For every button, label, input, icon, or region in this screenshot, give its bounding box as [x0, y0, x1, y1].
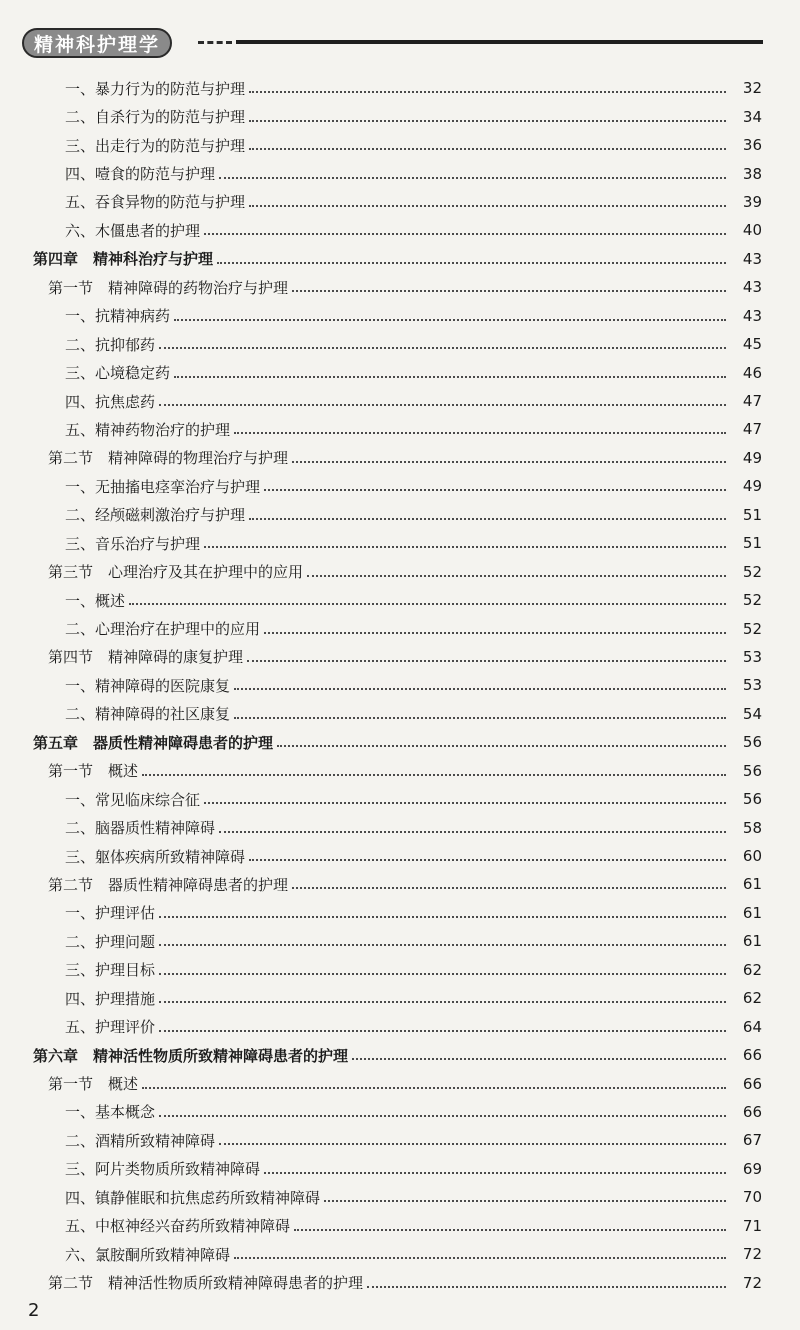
dot-leader: [159, 973, 726, 975]
toc-page-number: 56: [742, 790, 762, 809]
toc-entry-label: 五、吞食异物的防范与护理: [65, 193, 246, 212]
toc-item-row[interactable]: [0, 188, 800, 216]
table-of-contents: [0, 74, 800, 1297]
toc-item-row[interactable]: [0, 330, 800, 358]
toc-chapter-row[interactable]: [0, 245, 800, 273]
toc-item-row[interactable]: [0, 387, 800, 415]
dot-leader: [264, 489, 726, 491]
toc-chapter-row[interactable]: [0, 728, 800, 756]
dot-leader: [204, 233, 726, 235]
toc-item-row[interactable]: [0, 700, 800, 728]
toc-page-number: 61: [742, 875, 762, 894]
dot-leader: [249, 91, 726, 93]
dot-leader: [264, 1172, 726, 1174]
toc-entry-label: 二、酒精所致精神障碍: [65, 1131, 216, 1150]
toc-entry-label: 三、阿片类物质所致精神障碍: [65, 1160, 261, 1179]
toc-item-row[interactable]: [0, 131, 800, 159]
toc-page-number: 64: [742, 1017, 762, 1036]
toc-entry-label: 四、镇静催眠和抗焦虑药所致精神障碍: [65, 1188, 321, 1207]
toc-page-number: 45: [742, 335, 762, 354]
toc-entry-label: 四、噎食的防范与护理: [65, 165, 216, 184]
toc-entry-label: 一、精神障碍的医院康复: [65, 676, 231, 695]
dot-leader: [307, 575, 726, 577]
toc-entry-label: 六、氯胺酮所致精神障碍: [65, 1245, 231, 1264]
dot-leader: [129, 603, 726, 605]
header-dash-divider: [198, 41, 232, 44]
toc-entry-label: 二、心理治疗在护理中的应用: [65, 620, 261, 639]
toc-entry-label: 五、中枢神经兴奋药所致精神障碍: [65, 1217, 291, 1236]
toc-item-row[interactable]: [0, 1155, 800, 1183]
book-title-badge: 精神科护理学: [22, 28, 172, 58]
dot-leader: [234, 717, 726, 719]
toc-page-number: 72: [742, 1245, 762, 1264]
toc-page-number: 61: [742, 903, 762, 922]
toc-entry-label: 二、自杀行为的防范与护理: [65, 108, 246, 127]
toc-item-row[interactable]: [0, 956, 800, 984]
toc-item-row[interactable]: [0, 1183, 800, 1211]
toc-entry-label: 一、无抽搐电痉挛治疗与护理: [65, 477, 261, 496]
toc-page-number: 40: [742, 221, 762, 240]
dot-leader: [249, 148, 726, 150]
toc-entry-label: 三、护理目标: [65, 961, 156, 980]
dot-leader: [292, 290, 726, 292]
dot-leader: [352, 1058, 726, 1060]
toc-item-row[interactable]: [0, 302, 800, 330]
dot-leader: [219, 831, 726, 833]
toc-entry-label: 第六章 精神活性物质所致精神障碍患者的护理: [33, 1046, 349, 1065]
toc-item-row[interactable]: [0, 529, 800, 557]
toc-page-number: 43: [742, 306, 762, 325]
dot-leader: [219, 1143, 726, 1145]
toc-entry-label: 一、护理评估: [65, 904, 156, 923]
dot-leader: [247, 660, 726, 662]
toc-page-number: 66: [742, 1102, 762, 1121]
dot-leader: [142, 1087, 726, 1089]
toc-item-row[interactable]: [0, 102, 800, 130]
toc-entry-label: 一、暴力行为的防范与护理: [65, 79, 246, 98]
toc-entry-label: 第四节 精神障碍的康复护理: [48, 648, 244, 667]
toc-entry-label: 二、护理问题: [65, 932, 156, 951]
toc-page-number: 47: [742, 420, 762, 439]
toc-page-number: 51: [742, 505, 762, 524]
toc-section-row[interactable]: [0, 1268, 800, 1296]
dot-leader: [159, 1030, 726, 1032]
dot-leader: [249, 205, 726, 207]
dot-leader: [249, 518, 726, 520]
toc-item-row[interactable]: [0, 671, 800, 699]
toc-item-row[interactable]: [0, 614, 800, 642]
toc-item-row[interactable]: [0, 472, 800, 500]
dot-leader: [234, 1257, 726, 1259]
page-header: [0, 0, 800, 70]
dot-leader: [159, 1115, 726, 1117]
toc-item-row[interactable]: [0, 1240, 800, 1268]
dot-leader: [142, 774, 726, 776]
toc-entry-label: 第一节 概述: [48, 1075, 139, 1094]
toc-item-row[interactable]: [0, 842, 800, 870]
dot-leader: [292, 887, 726, 889]
toc-entry-label: 二、精神障碍的社区康复: [65, 705, 231, 724]
toc-page-number: 49: [742, 448, 762, 467]
dot-leader: [204, 802, 726, 804]
dot-leader: [249, 120, 726, 122]
toc-entry-label: 第二节 精神活性物质所致精神障碍患者的护理: [48, 1274, 364, 1293]
toc-page-number: 46: [742, 363, 762, 382]
toc-page-number: 60: [742, 847, 762, 866]
toc-item-row[interactable]: [0, 358, 800, 386]
page-number: 2: [28, 1300, 40, 1321]
toc-page-number: 52: [742, 562, 762, 581]
toc-section-row[interactable]: [0, 273, 800, 301]
toc-chapter-row[interactable]: [0, 1041, 800, 1069]
toc-page-number: 56: [742, 733, 762, 752]
dot-leader: [277, 745, 726, 747]
toc-entry-label: 一、常见临床综合征: [65, 790, 201, 809]
dot-leader: [249, 859, 726, 861]
dot-leader: [292, 461, 726, 463]
toc-item-row[interactable]: [0, 785, 800, 813]
toc-item-row[interactable]: [0, 1098, 800, 1126]
toc-item-row[interactable]: [0, 1012, 800, 1040]
toc-page-number: 71: [742, 1216, 762, 1235]
toc-page-number: 51: [742, 534, 762, 553]
toc-item-row[interactable]: [0, 501, 800, 529]
toc-page-number: 47: [742, 392, 762, 411]
toc-page-number: 62: [742, 989, 762, 1008]
toc-entry-label: 第四章 精神科治疗与护理: [33, 250, 214, 269]
toc-entry-label: 第五章 器质性精神障碍患者的护理: [33, 733, 274, 752]
toc-section-row[interactable]: [0, 757, 800, 785]
dot-leader: [159, 1001, 726, 1003]
toc-page-number: 43: [742, 249, 762, 268]
toc-item-row[interactable]: [0, 159, 800, 187]
toc-page-number: 34: [742, 107, 762, 126]
toc-page-number: 54: [742, 704, 762, 723]
toc-entry-label: 一、概述: [65, 591, 126, 610]
toc-page-number: 66: [742, 1046, 762, 1065]
dot-leader: [159, 347, 726, 349]
toc-item-row[interactable]: [0, 415, 800, 443]
toc-entry-label: 第一节 概述: [48, 762, 139, 781]
toc-entry-label: 一、基本概念: [65, 1103, 156, 1122]
toc-page-number: 62: [742, 960, 762, 979]
toc-item-row[interactable]: [0, 586, 800, 614]
toc-item-row[interactable]: [0, 927, 800, 955]
toc-item-row[interactable]: [0, 899, 800, 927]
dot-leader: [234, 432, 726, 434]
toc-page-number: 61: [742, 932, 762, 951]
toc-page-number: 49: [742, 477, 762, 496]
toc-entry-label: 第二节 精神障碍的物理治疗与护理: [48, 449, 289, 468]
toc-page-number: 69: [742, 1159, 762, 1178]
toc-page-number: 53: [742, 676, 762, 695]
toc-item-row[interactable]: [0, 813, 800, 841]
toc-entry-label: 二、脑器质性精神障碍: [65, 819, 216, 838]
toc-page-number: 52: [742, 591, 762, 610]
toc-entry-label: 四、抗焦虑药: [65, 392, 156, 411]
toc-entry-label: 三、出走行为的防范与护理: [65, 136, 246, 155]
toc-page-number: 56: [742, 761, 762, 780]
dot-leader: [204, 546, 726, 548]
toc-page-number: 58: [742, 818, 762, 837]
toc-page-number: 66: [742, 1074, 762, 1093]
toc-section-row[interactable]: [0, 1069, 800, 1097]
dot-leader: [264, 632, 726, 634]
toc-page-number: 52: [742, 619, 762, 638]
toc-section-row[interactable]: [0, 557, 800, 585]
toc-page-number: 72: [742, 1273, 762, 1292]
toc-item-row[interactable]: [0, 74, 800, 102]
toc-entry-label: 第一节 精神障碍的药物治疗与护理: [48, 278, 289, 297]
toc-entry-label: 三、心境稳定药: [65, 364, 171, 383]
toc-entry-label: 五、护理评价: [65, 1018, 156, 1037]
toc-item-row[interactable]: [0, 1212, 800, 1240]
toc-page-number: 32: [742, 79, 762, 98]
toc-page-number: 70: [742, 1188, 762, 1207]
toc-entry-label: 五、精神药物治疗的护理: [65, 420, 231, 439]
toc-item-row[interactable]: [0, 984, 800, 1012]
toc-entry-label: 二、抗抑郁药: [65, 335, 156, 354]
dot-leader: [217, 262, 726, 264]
dot-leader: [324, 1200, 726, 1202]
dot-leader: [234, 688, 726, 690]
dot-leader: [174, 376, 726, 378]
toc-entry-label: 一、抗精神病药: [65, 307, 171, 326]
toc-page-number: 36: [742, 136, 762, 155]
toc-entry-label: 第二节 器质性精神障碍患者的护理: [48, 875, 289, 894]
toc-section-row[interactable]: [0, 643, 800, 671]
toc-entry-label: 三、音乐治疗与护理: [65, 534, 201, 553]
toc-section-row[interactable]: [0, 444, 800, 472]
header-rule: [236, 40, 763, 44]
toc-item-row[interactable]: [0, 1126, 800, 1154]
toc-section-row[interactable]: [0, 870, 800, 898]
dot-leader: [219, 177, 726, 179]
dot-leader: [174, 319, 726, 321]
dot-leader: [159, 944, 726, 946]
toc-page-number: 39: [742, 192, 762, 211]
dot-leader: [159, 404, 726, 406]
toc-entry-label: 三、躯体疾病所致精神障碍: [65, 847, 246, 866]
toc-page-number: 67: [742, 1131, 762, 1150]
toc-item-row[interactable]: [0, 216, 800, 244]
toc-entry-label: 第三节 心理治疗及其在护理中的应用: [48, 563, 304, 582]
toc-entry-label: 四、护理措施: [65, 989, 156, 1008]
dot-leader: [294, 1229, 726, 1231]
toc-entry-label: 二、经颅磁刺激治疗与护理: [65, 506, 246, 525]
toc-page-number: 38: [742, 164, 762, 183]
dot-leader: [367, 1286, 726, 1288]
dot-leader: [159, 916, 726, 918]
toc-page-number: 43: [742, 278, 762, 297]
toc-page-number: 53: [742, 647, 762, 666]
toc-entry-label: 六、木僵患者的护理: [65, 221, 201, 240]
